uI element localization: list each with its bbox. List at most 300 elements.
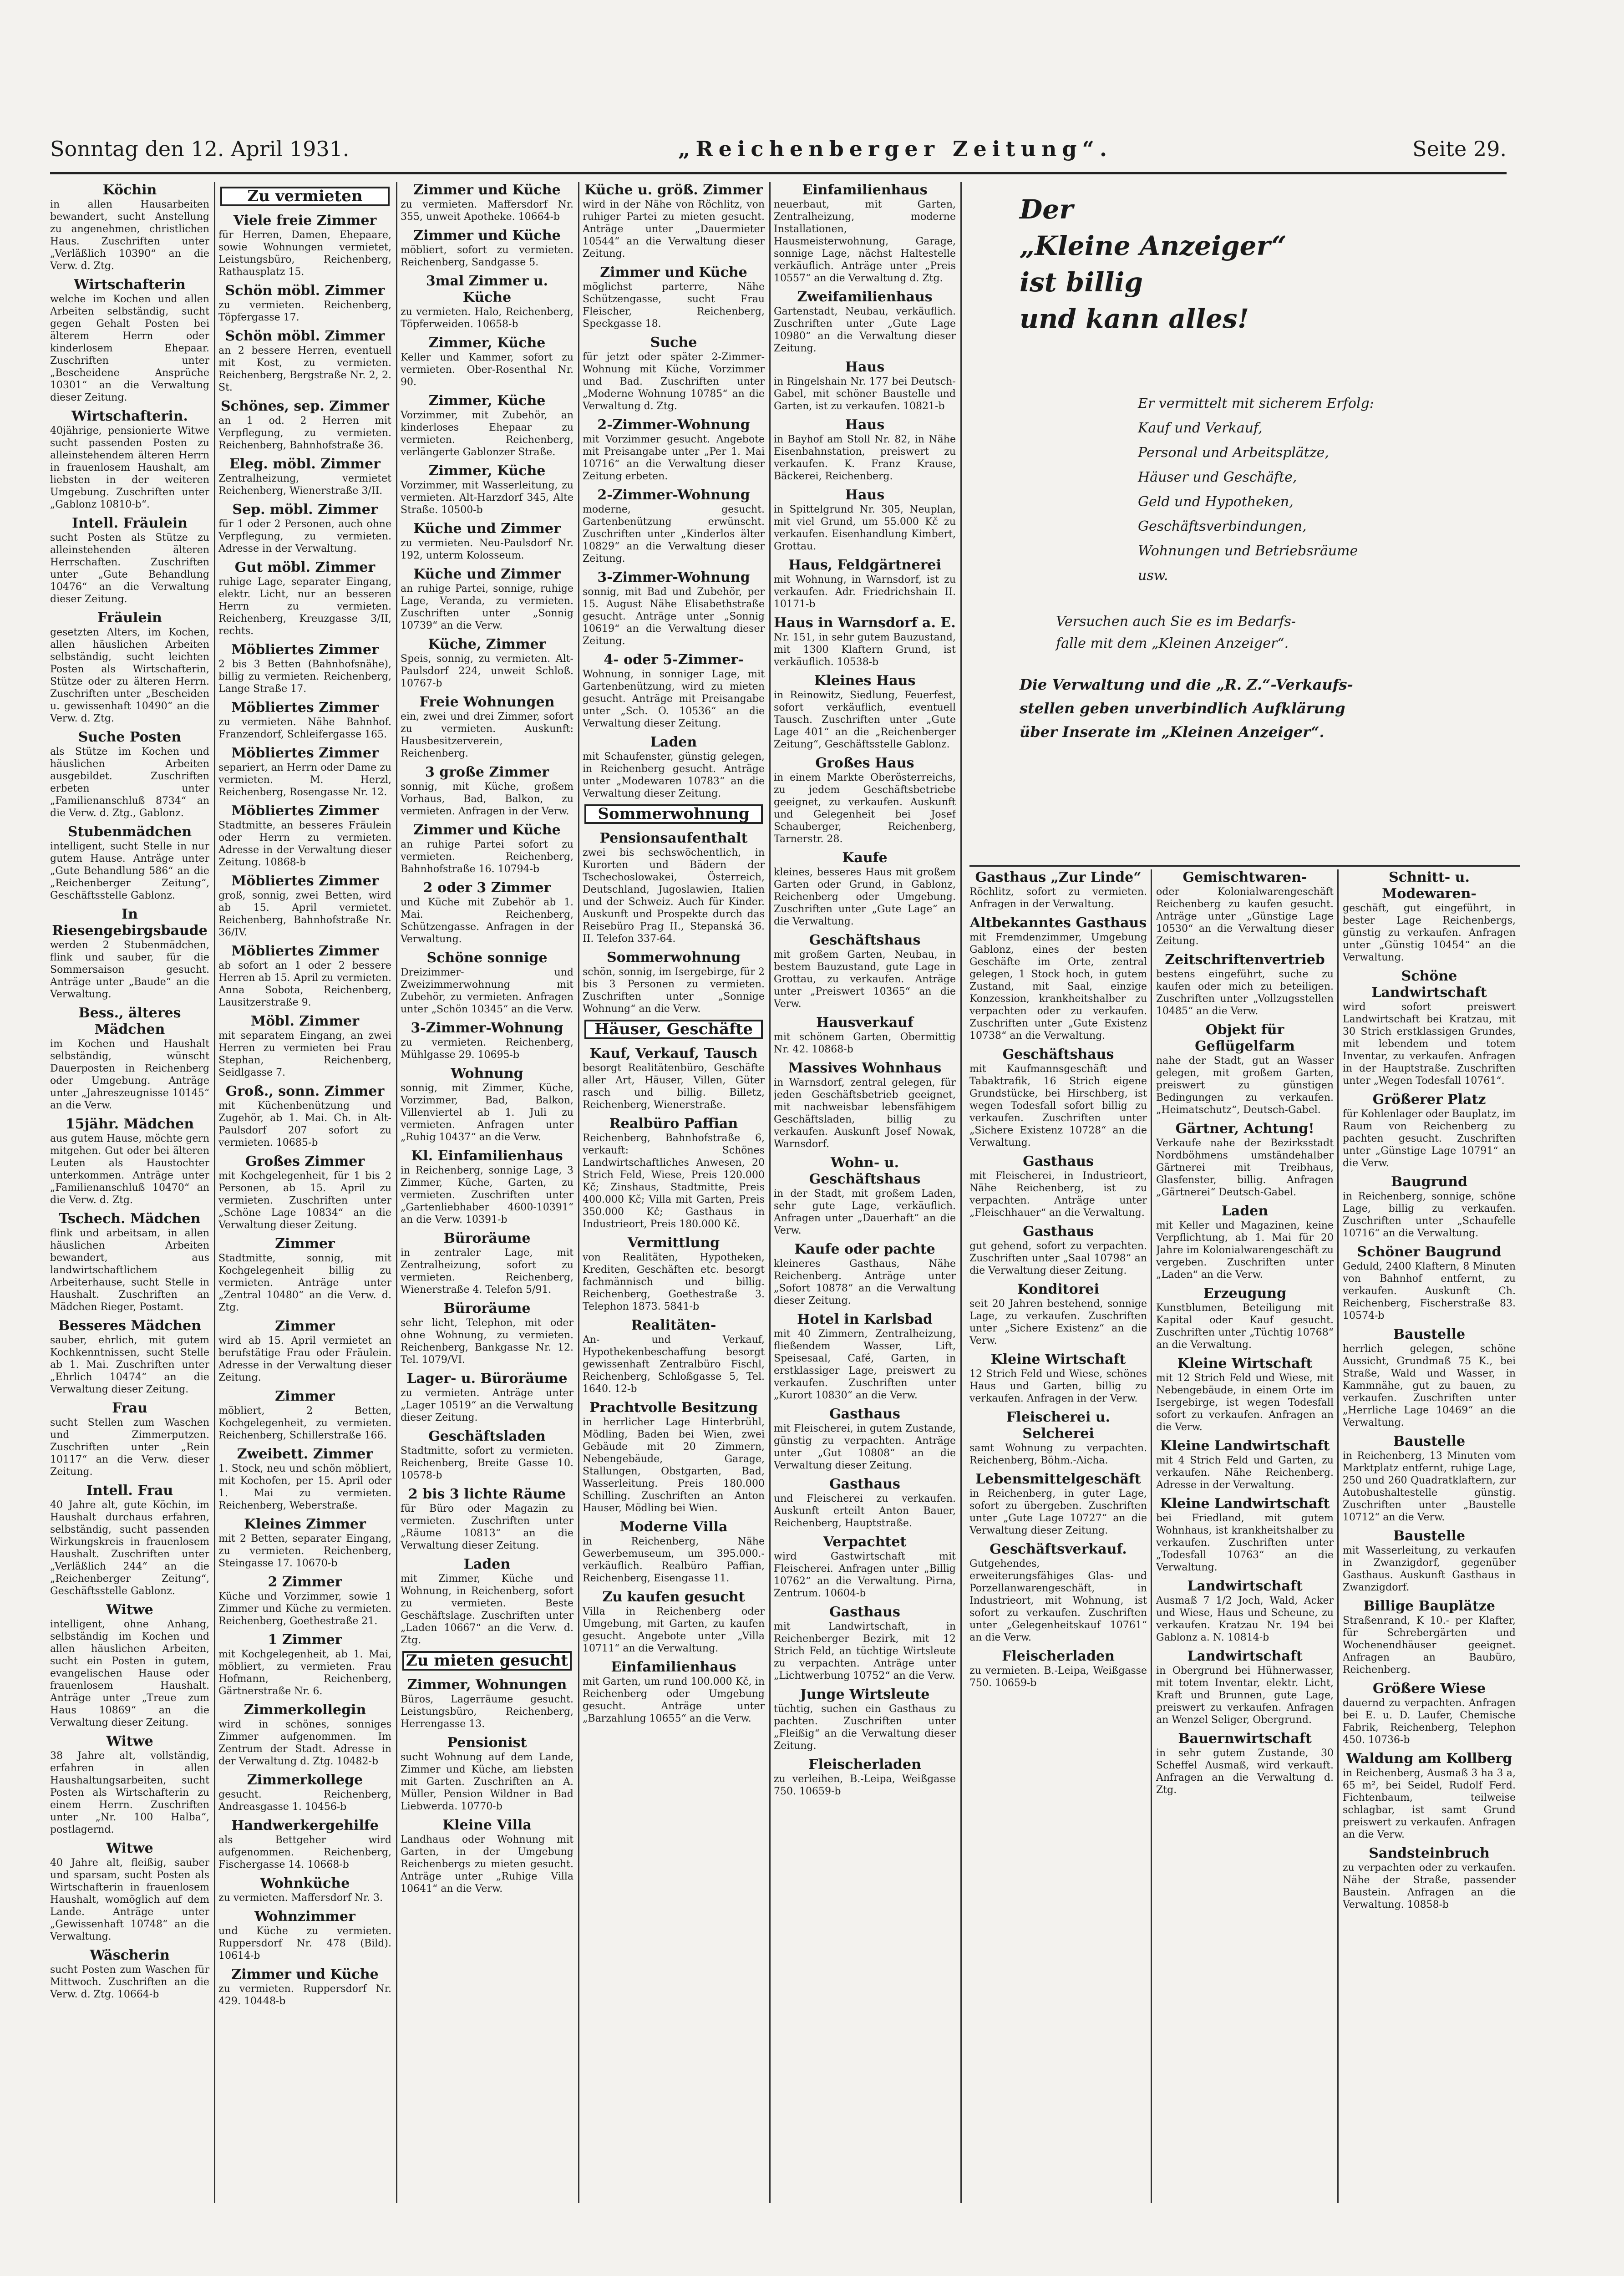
ad-heading: Zimmer: [275, 1388, 335, 1404]
ad-heading: Fleischerladen: [1002, 1648, 1115, 1664]
ad-heading: Wirtschafterin: [74, 277, 186, 293]
ad-heading: Lager- u. Büroräume: [406, 1371, 568, 1387]
classified-ad: [1343, 1528, 1516, 1594]
ad-body: Vorzimmer, mit Wasserleitung, zu vermieten. Alt-Harzdorf 345, Alte Straße. 10500-b: [401, 480, 573, 516]
ad-heading: Fleischerladen: [808, 1757, 921, 1773]
column-4: [583, 182, 765, 2203]
ad-heading: Baustelle: [1393, 1326, 1466, 1342]
ad-body: mit Kochgelegenheit, für 1 bis 2 Personen, ab 15. April zu vermieten. Zuschriften unter „Schöne Lage 10834“ an die Verwaltung dieser Zeitung.: [218, 1170, 391, 1231]
ad-heading: Hausverkauf: [816, 1015, 914, 1031]
ad-body: mit schönem Garten, Obermittig Nr. 42. 10868-b: [774, 1031, 956, 1055]
ad-heading: Gasthaus: [1023, 1153, 1094, 1169]
classified-ad: [1343, 968, 1516, 1087]
column-3: [401, 182, 573, 2203]
ad-heading: Handwerkergehilfe: [231, 1818, 379, 1834]
classified-ad: [1156, 869, 1334, 947]
classified-ad: [218, 1909, 391, 1962]
classified-ad: [401, 335, 573, 388]
ad-body: Nr. 151, in sehr gutem Bauzustand, mit 1300 Klaftern Grund, ist verkäuflich. 10538-b: [774, 632, 956, 668]
ad-heading: Zeitschriftenvertrieb: [1165, 952, 1325, 968]
header-rule: [50, 172, 1507, 174]
ad-heading: Zimmerkollegin: [244, 1702, 366, 1718]
promo-headline-line: ist billig: [1020, 267, 1143, 298]
ad-heading: Sommerwohnung: [606, 950, 741, 965]
ad-body: wird in schönes, sonniges Zimmer aufgenommen. Im Zentrum der Stadt. Adresse in der Verwaltung d. Ztg. 10482-b: [218, 1719, 391, 1767]
classified-ad: [774, 557, 956, 610]
ad-heading: Zimmer, Wohnungen: [407, 1677, 567, 1693]
ad-heading: Zimmer und Küche: [600, 264, 747, 280]
ad-body: Straßenrand, K 10.- per Klafter, für Schrebergärten und Wochenendhäuser geeignet. Anfragen an Baubüro, Reichenberg.: [1343, 1615, 1516, 1676]
ad-heading: Witwe: [106, 1733, 153, 1749]
ad-heading: Lebensmittelgeschäft: [975, 1471, 1141, 1487]
ad-body: tüchtig, suchen ein Gasthaus zu pachten. Zuschriften unter „Fleißig“ an die Verwaltung dieser Zeitung.: [774, 1703, 956, 1752]
ad-heading: Frau: [112, 1400, 147, 1416]
ad-body: Verkaufe nahe der Bezirksstadt Nordböhmens umständehalber Gärtnerei mit Treibhaus, Glasfenster, billig. Anfragen „Gärtnerei“ Deutsch-Gabel.: [1156, 1138, 1334, 1198]
ad-heading: Größere Wiese: [1372, 1681, 1486, 1697]
ad-body: mit 4 Strich Feld und Garten, zu verkaufen. Nähe Reichenberg. Adresse in der Verwaltung.: [1156, 1455, 1334, 1491]
classified-ad: [1156, 1121, 1334, 1199]
ad-heading: 2 Zimmer: [268, 1574, 342, 1590]
ad-body: von Realitäten, Hypotheken, Krediten, Geschäften etc. besorgt fachmännisch und billig. Reichenberg, Goethestraße 3. Telephon 1873. 5841-b: [583, 1252, 765, 1312]
classified-ad: [583, 487, 765, 565]
ad-body: und Küche mit Zubehör ab 1. Mai. Reichenberg, Schützengasse. Anfragen in der Verwaltung.: [401, 897, 573, 945]
ad-heading: 2 bis 3 lichte Räume: [408, 1486, 566, 1502]
issue-date: Sonntag den 12. April 1931.: [50, 137, 350, 161]
classified-ad: [583, 1400, 765, 1514]
ad-body: sehr licht, Telephon, mit oder ohne Wohnung, zu vermieten. Reichenberg, Bankgasse Nr. 12. Tel. 1079/VI.: [401, 1317, 573, 1366]
ad-body: dauernd zu verpachten. Anfragen bei E. u. D. Laufer, Chemische Fabrik, Reichenberg, Telephon 450. 10736-b: [1343, 1697, 1516, 1746]
ad-body: an 2 bessere Herren, eventuell mit Kost, zu vermieten. Reichenberg, Bergstraße Nr. 2, 2. St.: [218, 345, 391, 393]
column-1: [50, 182, 209, 2203]
ad-body: Büros, Lagerräume gesucht. Leistungsbüro, Reichenberg, Herrengasse 13.: [401, 1694, 573, 1730]
classified-ad: [969, 915, 1147, 1042]
ad-heading: Fleischerei u. Selcherei: [1006, 1409, 1111, 1442]
ad-heading: Kleines Zimmer: [244, 1516, 366, 1532]
classified-ad: [774, 850, 956, 928]
ad-body: in der Stadt, mit großem Laden, sehr gute Lage, verkäuflich. Anfragen unter „Dauerhaft“ an die Verw.: [774, 1188, 956, 1236]
promo-footer-line: über Inserate im „Kleinen Anzeiger“.: [1020, 723, 1325, 741]
classified-ad: [218, 1516, 391, 1570]
ad-heading: Schön möbl. Zimmer: [225, 283, 385, 299]
ad-body: zu vermieten. Reichenberg, Töpfergasse 17.: [218, 300, 391, 323]
ad-heading: 3-Zimmer-Wohnung: [597, 569, 750, 585]
ad-body: in Bayhof am Stoll Nr. 82, in Nähe Eisenbahnstation, preiswert zu verkaufen. K. Franz Krause, Bäckerei, Reichenberg.: [774, 434, 956, 482]
classified-ad: [583, 569, 765, 647]
section-heading: Häuser, Geschäfte: [584, 1020, 763, 1039]
ad-heading: Zimmerkollege: [247, 1772, 363, 1788]
ad-body: 40 Jahre alt, gute Köchin, im Haushalt durchaus erfahren, selbständig, sucht passenden Wirkungskreis in frauenlosem Haushalt. Zuschriften unter „Verläßlich 244“ an die „Reichenberger Zeitung“, Geschäftsstelle Gablonz.: [50, 1499, 209, 1597]
classified-ad: [969, 1648, 1147, 1689]
classified-ad: [401, 694, 573, 760]
classified-ad: [401, 463, 573, 516]
ad-body: sonnig, mit Küche, großem Vorhaus, Bad, Balkon, zu vermieten. Anfragen in der Verw.: [401, 781, 573, 817]
ad-body: moderne, gesucht. Gartenbenützung erwünscht. Zuschriften unter „Kinderlos älter 10829“ an die Verwaltung dieser Zeitung.: [583, 504, 765, 564]
classified-ad: [218, 745, 391, 798]
ad-body: Gutgehendes, erweiterungsfähiges Glas- und Porzellanwarengeschäft, in Industrieort, mit Wohnung, ist sofort zu verkaufen. Zuschriften unter „Gelegenheitskauf 10761“ an die Verw.: [969, 1558, 1147, 1643]
classified-ad: [50, 277, 209, 404]
ad-body: besorgt Realitätenbüro, Geschäfte aller Art, Häuser, Villen, Güter rasch und billig. Billetz, Reichenberg, Wienerstraße.: [583, 1062, 765, 1111]
ad-heading: Altbekanntes Gasthaus: [969, 915, 1147, 931]
promo-list: [1138, 391, 1507, 588]
ad-heading: Junge Wirtsleute: [800, 1687, 930, 1702]
ad-body: sucht Stellen zum Waschen und Zimmerputzen. Zuschriften unter „Rein 10117“ an die Verw. dieser Zeitung.: [50, 1417, 209, 1478]
ad-heading: Suche Posten: [78, 729, 182, 745]
classified-ad: [583, 182, 765, 260]
classified-ad: [218, 213, 391, 278]
classified-ad: [401, 1556, 573, 1646]
ad-body: mit separatem Eingang, an zwei Herren zu vermieten bei Frau Stephan, Reichenberg, Seidlgasse 7.: [218, 1030, 391, 1078]
ad-body: Speis, sonnig, zu vermieten. Alt-Paulsdorf 224, unweit Schloß. 10767-b: [401, 653, 573, 689]
column-6: [969, 869, 1147, 2203]
ad-heading: Schönes, sep. Zimmer: [221, 398, 389, 414]
ad-heading: Objekt für Geflügelfarm: [1195, 1022, 1295, 1054]
ad-heading: Einfamilienhaus: [611, 1659, 736, 1675]
classified-ad: [218, 1083, 391, 1149]
ad-heading: Zweifamilienhaus: [797, 289, 933, 305]
ad-body: für 1 oder 2 Personen, auch ohne Verpflegung, zu vermieten. Adresse in der Verwaltung.: [218, 518, 391, 554]
classified-ad: [774, 1604, 956, 1682]
ad-heading: Erzeugung: [1203, 1285, 1287, 1301]
ad-heading: Haus, Feldgärtnerei: [788, 557, 941, 573]
classified-ad: [969, 1153, 1147, 1219]
column-8: [1343, 869, 1516, 2203]
classified-ad: [774, 289, 956, 355]
ad-body: Wohnung, in sonniger Lage, mit Gartenbenützung, wird zu mieten gesucht. Anträge mit Preisangabe unter „Sch. O. 10536“ an die Verwaltung dieser Zeitung.: [583, 669, 765, 729]
classified-ad: [50, 1483, 209, 1597]
ad-body: separiert, an Herrn oder Dame zu vermieten. M. Herzl, Reichenberg, Rosengasse Nr. 12.: [218, 762, 391, 798]
classified-ad: [50, 729, 209, 819]
classified-ad: [218, 398, 391, 452]
ad-body: samt Wohnung zu verpachten. Reichenberg, Böhm.-Aicha.: [969, 1443, 1147, 1466]
classified-ad: [583, 950, 765, 1015]
promo-list-item: usw.: [1138, 568, 1168, 584]
classified-ad: [1343, 1326, 1516, 1429]
classified-ad: [774, 615, 956, 668]
ad-heading: Zweibett. Zimmer: [237, 1446, 373, 1462]
ad-heading: Moderne Villa: [619, 1519, 728, 1535]
classified-ad: [1156, 952, 1334, 1017]
ad-heading: Möbliertes Zimmer: [231, 803, 379, 819]
ad-body: bei Friedland, mit gutem Wohnhaus, ist krankheitshalber zu verkaufen. Zuschriften unter „Todesfall 10763“ an die Verwaltung.: [1156, 1513, 1334, 1573]
ad-body: geschäft, gut eingeführt, in bester Lage Reichenbergs, günstig zu verkaufen. Anfragen unter „Günstig 10454“ an die Verwaltung.: [1343, 903, 1516, 963]
classified-ad: [401, 182, 573, 223]
ad-heading: Bauernwirtschaft: [1178, 1731, 1312, 1747]
ad-heading: Kaufe oder pachte: [794, 1241, 935, 1257]
ad-body: möbliert, 2 Betten, Kochgelegenheit, zu vermieten. Reichenberg, Schillerstraße 166.: [218, 1405, 391, 1441]
classified-ad: [218, 1818, 391, 1871]
section-heading: Sommerwohnung: [584, 804, 763, 824]
classified-ad: [218, 803, 391, 869]
ad-body: an ruhige Partei sofort zu vermieten. Reichenberg, Bahnhofstraße 16. 10794-b: [401, 839, 573, 875]
column-divider: [769, 182, 771, 2203]
ad-heading: Möbl. Zimmer: [250, 1013, 360, 1029]
ad-body: zu vermieten. Maffersdorf Nr. 355, unweit Apotheke. 10664-b: [401, 199, 573, 223]
classified-ad: [1343, 1092, 1516, 1169]
classified-ad: [1343, 1174, 1516, 1240]
classified-ad: [401, 1371, 573, 1424]
ad-heading: 2-Zimmer-Wohnung: [597, 487, 750, 503]
classified-ad: [1156, 1022, 1334, 1116]
classified-ad: [774, 1311, 956, 1402]
classified-ad: [218, 1236, 391, 1314]
classified-ad: [401, 1817, 573, 1895]
page-header: [50, 137, 1507, 168]
ad-heading: Vermittlung: [627, 1235, 720, 1251]
classified-ad: [774, 1060, 956, 1150]
ad-heading: Hotel in Karlsbad: [797, 1311, 933, 1327]
ad-heading: Tschech. Mädchen: [59, 1211, 201, 1227]
promo-list-item: Geschäftsverbindungen,: [1138, 518, 1307, 534]
classified-ad: [774, 1687, 956, 1752]
ad-body: mit Vorzimmer gesucht. Angebote mit Preisangabe unter „Per 1. Mai 10716“ an die Verwaltung dieser Zeitung erbeten.: [583, 434, 765, 482]
classified-ad: [969, 1351, 1147, 1405]
column-7: [1156, 869, 1334, 2203]
classified-ad: [401, 1735, 573, 1813]
classified-ad: [774, 755, 956, 845]
column-divider: [214, 182, 215, 2203]
ad-body: möbliert, sofort zu vermieten. Reichenberg, Sandgasse 5.: [401, 244, 573, 268]
ad-body: zu vermieten. Maffersdorf Nr. 3.: [218, 1892, 383, 1904]
ad-heading: Sep. möbl. Zimmer: [232, 502, 378, 518]
ad-body: als Bettgeher wird aufgenommen. Reichenberg, Fischergasse 14. 10668-b: [218, 1834, 391, 1870]
classified-ad: [218, 1772, 391, 1813]
column-divider: [1337, 869, 1339, 2203]
ad-heading: 2-Zimmer-Wohnung: [597, 417, 750, 433]
promo-bottom-rule: [969, 865, 1520, 867]
ad-body: für jetzt oder später 2-Zimmer-Wohnung mit Küche, Vorzimmer und Bad. Zuschriften unter „Moderne Wohnung 10785“ an die Verwaltung d. Ztg.: [583, 351, 765, 412]
ad-heading: Haus in Warnsdorf a. E.: [774, 615, 956, 631]
ad-body: mit Küchenbenützung und Zugehör, ab 1. Mai. Ch. in Alt-Paulsdorf 207 sofort zu vermieten. 10685-b: [218, 1100, 391, 1148]
classified-ad: [50, 182, 209, 272]
ad-body: und Fleischerei zu verkaufen. Auskunft erteilt Anton Bauer, Reichenberg, Hauptstraße.: [774, 1493, 956, 1529]
classified-ad: [401, 1301, 573, 1366]
ad-heading: Zimmer und Küche: [413, 228, 561, 244]
section-heading: Zu mieten gesucht: [402, 1651, 572, 1671]
ad-body: 12 Strich Feld und Wiese, schönes Haus und Garten, billig zu verkaufen. Anfragen in der Verw.: [969, 1368, 1147, 1404]
classified-ad: [218, 1702, 391, 1768]
ad-heading: Wirtschafterin.: [71, 408, 188, 424]
ad-heading: Freie Wohnungen: [419, 694, 555, 710]
classified-ad: [401, 950, 573, 1016]
ad-body: Stadtmitte, sonnig, mit Kochgelegenheit billig zu vermieten. Anträge unter „Zentral 10480“ an die Verw. d. Ztg.: [218, 1253, 391, 1313]
ad-body: Ausmaß 7 1/2 Joch, Wald, Acker und Wiese, Haus und Scheune, zu verkaufen. Kratzau Nr. 194 bei Gablonz a. N. 10814-b: [1156, 1595, 1334, 1643]
ad-body: Reichenberg, Bahnhofstraße 6, verkauft: Schönes Landwirtschaftliches Anwesen, 20 Strich Feld, Wiese, Preis 120.000 Kč; Zinshaus, Stadtmitte, Preis 400.000 Kč; Villa mit Garten, Preis 350.000 Kč; Gasthaus in Industrieort, Preis 180.000 Kč.: [583, 1133, 765, 1230]
classified-ad: [218, 642, 391, 695]
ad-body: zu vermieten. Halo, Reichenberg, Töpferweiden. 10658-b: [401, 306, 573, 330]
ad-body: sauber, ehrlich, mit gutem Kochkenntnissen, sucht Stelle ab 1. Mai. Zuschriften unter „Ehrlich 10474“ an die Verwaltung dieser Zeitung.: [50, 1335, 209, 1395]
classified-ad: [969, 1224, 1147, 1277]
classified-ad: [50, 1005, 209, 1112]
classified-ad: [218, 1388, 391, 1442]
ad-heading: Kleines Haus: [814, 673, 916, 689]
classified-ad: [583, 335, 765, 412]
ad-body: an ruhige Partei, sonnige, ruhige Lage, Veranda, zu vermieten. Zuschriften unter „Sonnig 10739“ an die Verw.: [401, 583, 573, 631]
ad-heading: Geschäftsverkauf.: [990, 1541, 1127, 1557]
classified-ad: [218, 1013, 391, 1079]
classified-ad: [218, 456, 391, 497]
ad-heading: Großes Haus: [815, 755, 914, 771]
ad-body: mit Zimmer, Küche und Wohnung, in Reichenberg, sofort zu vermieten. Beste Geschäftslage. Zuschriften unter „Laden 10667“ an die Verw. d. Ztg.: [401, 1573, 573, 1646]
ad-body: 2 bis 3 Betten (Bahnhofsnähe), billig zu vermieten. Reichenberg, Lange Straße 17.: [218, 659, 391, 695]
classified-ad: [50, 1400, 209, 1478]
classified-ad: [774, 1155, 956, 1237]
ad-body: intelligent, ohne Anhang, selbständig im Kochen und allen häuslichen Arbeiten, sucht ein Posten in gutem, evangelischen Hause oder frauenlosem Haushalt. Anträge unter „Treue zum Haus 10869“ an die Verwaltung dieser Zeitung.: [50, 1619, 209, 1728]
ad-body: mit Landwirtschaft, in Reichenberger Bezirk, mit 12 Strich Feld, an tüchtige Wirtsleute zu verpachten. Anträge unter „Lichtwerbung 10752“ an die Verw.: [774, 1621, 956, 1682]
ad-body: in Reichenberg, 13 Minuten vom Marktplatz entfernt, ruhige Lage, 250 und 260 Quadratklaftern, zur Autobushaltestelle günstig. Zuschriften unter „Baustelle 10712“ an die Verw.: [1343, 1450, 1516, 1523]
ad-body: seit 20 Jahren bestehend, sonnige Lage, zu verkaufen. Zuschriften unter „Sichere Existenz“ an die Verw.: [969, 1298, 1147, 1346]
ad-body: im Kochen und Haushalt selbständig, wünscht Dauerposten in Reichenberg oder Umgebung. Anträge unter „Jahreszeugnisse 10145“ an die Verw.: [50, 1038, 209, 1111]
ad-body: zu vermieten. Ruppersdorf Nr. 429. 10448-b: [218, 1983, 391, 2007]
ad-body: flink und arbeitsam, in allen häuslichen Arbeiten bewandert, aus landwirtschaftlichem Arbeiterhause, sucht Stelle in Haushalt. Zuschriften an Mädchen Rieger, Postamt.: [50, 1228, 209, 1313]
classified-ad: [1343, 869, 1516, 964]
ad-heading: Wäscherin: [90, 1947, 170, 1963]
ad-heading: Geschäftshaus: [809, 932, 921, 948]
ad-heading: Köchin: [102, 182, 157, 198]
classified-ad: [401, 1677, 573, 1730]
ad-heading: Zimmer und Küche: [413, 822, 561, 838]
ad-body: Gartenstadt, Neubau, verkäuflich. Zuschriften unter „Gute Lage 10980“ an die Verwaltung dieser Zeitung.: [774, 306, 956, 354]
classified-ad: [583, 652, 765, 730]
ad-body: Geduld, 2400 Klaftern, 8 Minuten von Bahnhof entfernt, zu verkaufen. Auskunft Ch. Reichenberg, Fischerstraße 83. 10574-b: [1343, 1261, 1516, 1321]
ad-body: ein, zwei und drei Zimmer, sofort zu vermieten. Auskunft: Hausbesitzerverein, Reichenberg.: [401, 711, 573, 759]
classified-ad: [969, 1047, 1147, 1149]
ad-body: gesetzten Alters, im Kochen, allen häuslichen Arbeiten selbständig, sucht leichten Posten als Wirtschafterin, Stütze oder zu älteren Herrn. Zuschriften unter „Bescheiden u. gewissenhaft 10490“ an die Verw. d. Ztg.: [50, 627, 209, 724]
ad-heading: Größerer Platz: [1372, 1092, 1486, 1108]
ad-body: 38 Jahre alt, vollständig, erfahren in allen Haushaltungsarbeiten, sucht Posten als Wirtschafterin zu einem Herrn. Zuschriften unter „Nr. 100 Halba“, postlagernd.: [50, 1750, 209, 1835]
ad-body: 40jährige, pensionierte Witwe sucht passenden Posten zu alleinstehendem älteren Herrn in frauenlosem Haushalt, am liebsten in der weiteren Umgebung. Zuschriften unter „Gablonz 10810-b“.: [50, 425, 209, 510]
classified-ad: [969, 869, 1147, 910]
ad-body: für Kohlenlager oder Bauplatz, im Raum von Reichenberg zu pachten gesucht. Zuschriften unter „Günstige Lage 10791“ an die Verw.: [1343, 1108, 1516, 1169]
ad-heading: Gasthaus: [1023, 1224, 1094, 1240]
ad-heading: Haus: [845, 359, 885, 375]
ad-heading: Laden: [650, 734, 697, 750]
ad-body: oder Kolonialwarengeschäft Reichenberg zu kaufen gesucht. Anträge unter „Günstige Lage 10530“ an die Verwaltung dieser Zeitung.: [1156, 886, 1334, 947]
ad-body: Zentralheizung, vermietet Reichenberg, Wienerstraße 3/II.: [218, 473, 391, 497]
classified-ad: [1156, 1731, 1334, 1796]
ad-body: mit Wohnung, in Warnsdorf, ist zu verkaufen. Adr. Friedrichshain II. 10171-b: [774, 574, 956, 610]
classified-ad: [218, 943, 391, 1009]
ad-heading: Zimmer: [275, 1318, 335, 1334]
ad-body: zu vermieten. B.-Leipa, Weißgasse 750. 10659-b: [969, 1665, 1147, 1689]
ad-body: groß, sonnig, zwei Betten, wird ab 15. April vermietet. Reichenberg, Bahnhofstraße Nr. 36/IV.: [218, 890, 391, 938]
ad-body: wird in der Nähe von Röchlitz, von ruhiger Partei zu mieten gesucht. Anträge unter „Dauermieter 10544“ an die Verwaltung dieser Zeitung.: [583, 199, 765, 259]
ad-body: Stadtmitte, an besseres Fräulein oder Herrn zu vermieten. Adresse in der Verwaltung dieser Zeitung. 10868-b: [218, 820, 391, 868]
classified-ad: [401, 1486, 573, 1552]
classified-ad: [50, 1947, 209, 2001]
ad-heading: Landwirtschaft: [1187, 1578, 1303, 1594]
classified-ad: [218, 283, 391, 324]
classified-ad: [218, 1153, 391, 1231]
ad-heading: Baustelle: [1393, 1528, 1466, 1544]
classified-ad: [583, 264, 765, 330]
ad-body: sucht Posten zum Waschen für Mittwoch. Zuschriften an die Verw. d. Ztg. 10664-b: [50, 1964, 209, 2000]
classified-ad: [1156, 1578, 1334, 1644]
ad-heading: 4- oder 5-Zimmer-: [604, 652, 744, 668]
ad-heading: Wohnzimmer: [254, 1909, 355, 1925]
ad-body: An- und Verkauf, Hypothekenbeschaffung besorgt gewissenhaft Zentralbüro Fischl, Reichenberg, Schloßgasse 5, Tel. 1640. 12-b: [583, 1334, 765, 1395]
kleiner-anzeiger-promo: [1001, 191, 1507, 847]
column-2: [218, 182, 391, 2203]
ad-body: mit Schaufenster, günstig gelegen, in Reichenberg gesucht. Anträge unter „Modewaren 10783“ an die Verwaltung dieser Zeitung.: [583, 751, 765, 799]
classified-ad: [50, 1116, 209, 1206]
promo-footer-line: Die Verwaltung und die „R. Z.“-Verkaufs-: [1020, 676, 1353, 693]
classified-ad: [1343, 1681, 1516, 1746]
classified-ad: [1343, 1751, 1516, 1841]
promo-note-line: falle mit dem „Kleinen Anzeiger“.: [1056, 635, 1289, 651]
classified-ad: [774, 1241, 956, 1307]
classified-ad: [774, 417, 956, 483]
ad-heading: Möbliertes Zimmer: [231, 943, 379, 959]
classified-ad: [774, 1406, 956, 1472]
classified-ad: [218, 502, 391, 555]
ad-heading: Laden: [1221, 1203, 1269, 1219]
ad-body: in sehr gutem Zustande, 30 Scheffel Ausmaß, wird verkauft. Anfragen an die Verwaltung d. Ztg.: [1156, 1748, 1334, 1796]
ad-heading: Geschäftshaus: [1002, 1047, 1114, 1062]
ad-body: mit Kaufmannsgeschäft und Tabaktrafik, 16 Strich eigene Grundstücke, bei Hirschberg, ist wegen Todesfall sofort billig zu verkaufen. Zuschriften unter „Sichere Existenz 10728“ an die Verwaltung.: [969, 1063, 1147, 1148]
ad-body: zu verleihen, B.-Leipa, Weißgasse 750. 10659-b: [774, 1773, 956, 1797]
ad-heading: Zimmer und Küche: [413, 182, 561, 198]
promo-list-item: Kauf und Verkauf,: [1138, 420, 1263, 436]
classified-ad: [583, 1589, 765, 1655]
classified-ad: [583, 417, 765, 483]
ad-body: mit Fleischerei, in Industrieort, Nähe Reichenberg, ist zu verpachten. Anträge unter „Fleischhauer“ an die Verwaltung.: [969, 1170, 1147, 1219]
ad-heading: Laden: [463, 1556, 511, 1572]
ad-body: mit Fleischerei, in gutem Zustande, günstig zu verpachten. Anträge unter „Gut 10808“ an die Verwaltung dieser Zeitung.: [774, 1423, 956, 1471]
classified-ad: [401, 1066, 573, 1143]
ad-heading: Besseres Mädchen: [58, 1318, 202, 1334]
ad-heading: Kaufe: [842, 850, 888, 866]
ad-body: in Reichenberg, Ausmaß 3 ha 3 a, 65 m², bei Seidel, Rudolf Ferd. Fichtenbaum, teilweise schlagbar, ist samt Grund preiswert zu verkaufen. Anfragen an die Verw.: [1343, 1768, 1516, 1840]
ad-body: Villa in Reichenberg oder Umgebung, mit Garten, zu kaufen gesucht. Angebote unter „Villa 10711“ an die Verwaltung.: [583, 1606, 765, 1654]
ad-body: in allen Hausarbeiten bewandert, sucht Anstellung zu angenehmen, christlichen Haus. Zuschriften unter „Verläßlich 10390“ an die Verw. d. Ztg.: [50, 199, 209, 272]
classified-ad: [401, 1230, 573, 1296]
ad-heading: Groß., sonn. Zimmer: [225, 1083, 385, 1099]
ad-body: bestens eingeführt, suche zu kaufen oder mich zu beteiligen. Zuschriften unter „Vollzugsstellen 10485“ an die Verw.: [1156, 969, 1334, 1017]
ad-body: Dreizimmer- und Zweizimmerwohnung mit Zubehör, zu vermieten. Anfragen unter „Schön 10345“ an die Verw.: [401, 967, 573, 1015]
promo-list-item: Wohnungen und Betriebsräume: [1138, 543, 1358, 559]
ad-body: in Ringelshain Nr. 177 bei Deutsch-Gabel, mit schöner Baustelle und Garten, ist zu verkaufen. 10821-b: [774, 376, 956, 412]
ad-heading: Schöner Baugrund: [1357, 1244, 1502, 1260]
ad-body: mit Keller und Magazinen, keine Verpflichtung, ab 1. Mai für 20 Jahre im Kolonialwarengeschäft zu vergeben. Zuschriften unter „Laden“ an die Verw.: [1156, 1220, 1334, 1280]
classified-ad: [583, 734, 765, 800]
classified-ad: [774, 1757, 956, 1798]
promo-list-item: Personal und Arbeitsplätze,: [1138, 445, 1329, 461]
ad-body: herrlich gelegen, schöne Aussicht, Grundmaß 75 K., bei Straße, Wald und Wasser, in Kammnähe, gut zu bauen, zu verkaufen. Zuschriften unter „Herrliche Lage 10469“ an die Verwaltung.: [1343, 1343, 1516, 1428]
classified-ad: [1343, 1598, 1516, 1676]
classified-ad: [401, 566, 573, 632]
ad-heading: Möbliertes Zimmer: [231, 642, 379, 658]
classified-ad: [50, 515, 209, 605]
ad-body: zu vermieten. Neu-Paulsdorf Nr. 192, unterm Kolosseum.: [401, 538, 573, 561]
ad-body: zu vermieten. Reichenberg, Mühlgasse 29. 10695-b: [401, 1037, 573, 1061]
ad-heading: Wohnung: [451, 1066, 523, 1082]
promo-list-item: Häuser und Geschäfte,: [1138, 469, 1297, 485]
column-divider: [578, 182, 579, 2203]
ad-body: für Herren, Damen, Ehepaare, sowie Wohnungen vermietet, Leistungsbüro, Reichenberg, Rathausplatz 15.: [218, 229, 391, 278]
ad-heading: Gut möbl. Zimmer: [234, 559, 376, 575]
ad-body: in Reichenberg, sonnige, schöne Lage, billig zu verkaufen. Zuschriften unter „Schaufelle 10716“ an die Verwaltung.: [1343, 1191, 1516, 1239]
promo-headline-line: und kann alles!: [1020, 303, 1249, 334]
classified-ad: [401, 393, 573, 458]
ad-heading: Prachtvolle Besitzung: [589, 1400, 758, 1416]
classified-ad: [218, 1446, 391, 1512]
classified-ad: [50, 408, 209, 511]
classified-ad: [583, 1046, 765, 1111]
ad-heading: Zimmer, Küche: [428, 393, 546, 409]
ad-body: mit Kochgelegenheit, ab 1. Mai, möbliert, zu vermieten. Frau Hofmann, Reichenberg, Gärtnerstraße Nr. 6.: [218, 1649, 391, 1697]
ad-heading: 3-Zimmer-Wohnung: [411, 1020, 563, 1036]
ad-heading: Konditorei: [1017, 1281, 1099, 1297]
